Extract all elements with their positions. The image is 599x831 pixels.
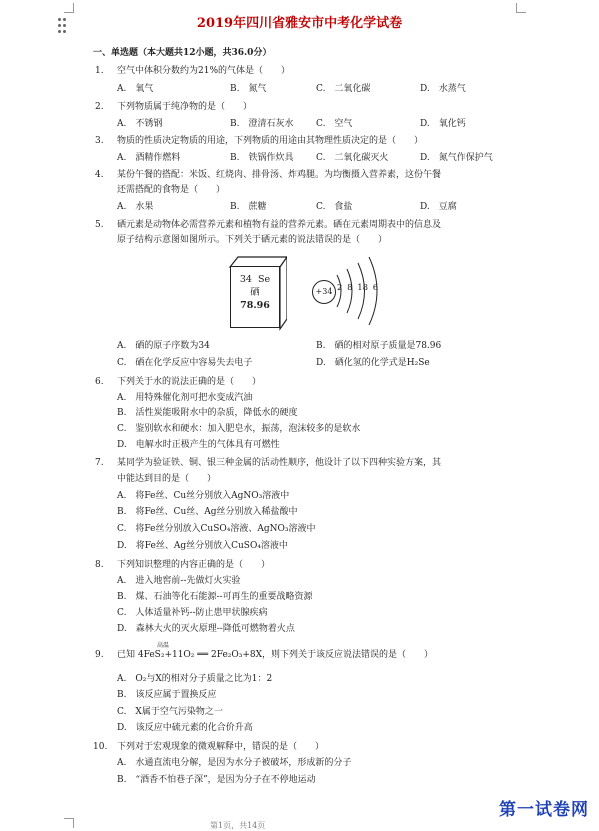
option-a: A. 氧气: [117, 84, 154, 94]
electron-shells: [325, 253, 400, 338]
option-d: D. 氮气作保护气: [420, 153, 493, 163]
option-b: B. 蔗糖: [230, 202, 267, 212]
option-c: C. 将Fe丝分别放入CuSO₄溶液、AgNO₃溶液中: [117, 524, 316, 534]
question-text: 某同学为验证铁、铜、银三种金属的活动性顺序，他设计了以下四种实验方案，其: [117, 458, 442, 468]
option-d: D. 豆腐: [420, 202, 457, 212]
option-c: C. 鉴别软水和硬水：加入肥皂水，振荡，泡沫较多的是软水: [117, 424, 361, 434]
option-c: C. 空气: [316, 119, 353, 129]
option-a: A. 酒精作燃料: [117, 153, 181, 163]
element-name: 硒: [250, 287, 260, 298]
atomic-mass: 78.96: [240, 300, 270, 311]
option-b: B. 硒的相对原子质量是78.96: [316, 341, 442, 351]
question-number: 6.: [95, 377, 104, 387]
option-d: D. 电解水时正极产生的气体具有可燃性: [117, 440, 280, 450]
page-corner-mark: [64, 818, 74, 828]
question-number: 7.: [95, 458, 104, 468]
question-number: 10.: [93, 742, 108, 752]
option-d: D. 水蒸气: [420, 84, 466, 94]
option-a: A. 用特殊催化剂可把水变成汽油: [117, 393, 253, 403]
question-number: 5.: [95, 220, 104, 230]
question-text: 原子结构示意图如图所示。下列关于硒元素的说法错误的是（ ）: [117, 235, 388, 245]
option-c: C. 硒在化学反应中容易失去电子: [117, 358, 253, 368]
question-number: 9.: [95, 650, 104, 660]
option-d: D. 森林大火的灭火原理--降低可燃物着火点: [117, 624, 295, 634]
option-d: D. 该反应中硫元素的化合价升高: [117, 723, 253, 733]
shell-electrons: 2 8 18 6: [337, 283, 379, 293]
question-text: 还需搭配的食物是（ ）: [117, 185, 226, 195]
option-b: B. 活性炭能吸附水中的杂质，降低水的硬度: [117, 408, 298, 418]
question-text: 已知 4FeS₂+11O₂ ══ 2Fe₂O₃+8X，则下列关于该反应说法错误的是（ ）: [117, 650, 434, 660]
selenium-diagram: [225, 253, 400, 338]
option-a: A. 进入地窖前--先做灯火实验: [117, 576, 241, 586]
option-c: C. X属于空气污染物之一: [117, 707, 223, 717]
element-symbol: Se: [258, 274, 271, 285]
option-b: B. 铁锅作炊具: [230, 153, 294, 163]
option-d: D. 氧化钙: [420, 119, 466, 129]
option-b: B. 氮气: [230, 84, 267, 94]
question-text: 下列物质属于纯净物的是（ ）: [117, 102, 253, 112]
section-heading: 一、单选题（本大题共12小题，共36.0分）: [93, 48, 272, 58]
question-text: 下列关于水的说法正确的是（ ）: [117, 377, 262, 387]
page-footer: 第1页，共14页: [210, 821, 266, 830]
option-b: B. 煤、石油等化石能源--可再生的重要战略资源: [117, 592, 313, 602]
option-a: A. O₂与X的相对分子质量之比为1：2: [117, 674, 273, 684]
question-text: 某份午餐的搭配：米饭、红烧肉、排骨汤、炸鸡腿。为均衡摄入营养素，这份午餐: [117, 170, 442, 180]
element-card: [230, 266, 280, 328]
nucleus: +34: [312, 280, 336, 304]
option-a: A. 将Fe丝、Cu丝分别放入AgNO₃溶液中: [117, 491, 290, 501]
question-text: 物质的性质决定物质的用途，下列物质的用途由其物理性质决定的是（ ）: [117, 136, 424, 146]
option-d: D. 硒化氢的化学式是H₂Se: [316, 358, 430, 368]
page-title: 2019年四川省雅安市中考化学试卷: [196, 16, 403, 31]
option-c: C. 食盐: [316, 202, 353, 212]
option-a: A. 硒的原子序数为34: [117, 341, 210, 351]
question-number: 2.: [95, 102, 104, 112]
option-c: C. 人体适量补钙--防止患甲状腺疾病: [117, 608, 268, 618]
option-c: C. 二氧化碳灭火: [316, 153, 389, 163]
option-b: B. 该反应属于置换反应: [117, 690, 217, 700]
question-text: 中能达到目的是（ ）: [117, 474, 217, 484]
watermark-logo: 第一试卷网: [499, 800, 589, 820]
question-number: 3.: [95, 136, 104, 146]
option-a: A. 水通直流电分解，是因为水分子被破坏，形成新的分子: [117, 758, 352, 768]
question-number: 1.: [95, 66, 104, 76]
option-b: B. “酒香不怕巷子深”，是因为分子在不停地运动: [117, 775, 316, 785]
option-a: A. 水果: [117, 202, 154, 212]
question-text: 硒元素是动物体必需营养元素和植物有益的营养元素。硒在元素周期表中的信息及: [117, 220, 442, 230]
atomic-number: 34: [239, 274, 252, 285]
question-number: 8.: [95, 560, 104, 570]
option-b: B. 澄清石灰水: [230, 119, 294, 129]
question-text: 下列知识整理的内容正确的是（ ）: [117, 560, 271, 570]
question-text: 下列对于宏观现象的微观解释中，错误的是（ ）: [117, 742, 325, 752]
option-c: C. 二氧化碳: [316, 84, 371, 94]
question-text: 空气中体积分数约为21%的气体是（ ）: [117, 66, 291, 76]
option-a: A. 不锈钢: [117, 119, 163, 129]
option-b: B. 将Fe丝、Cu丝、Ag丝分别放入稀盐酸中: [117, 507, 298, 517]
reaction-condition: 高温: [157, 642, 170, 649]
question-number: 4.: [95, 170, 104, 180]
option-d: D. 将Fe丝、Ag丝分别放入CuSO₄溶液中: [117, 541, 288, 551]
